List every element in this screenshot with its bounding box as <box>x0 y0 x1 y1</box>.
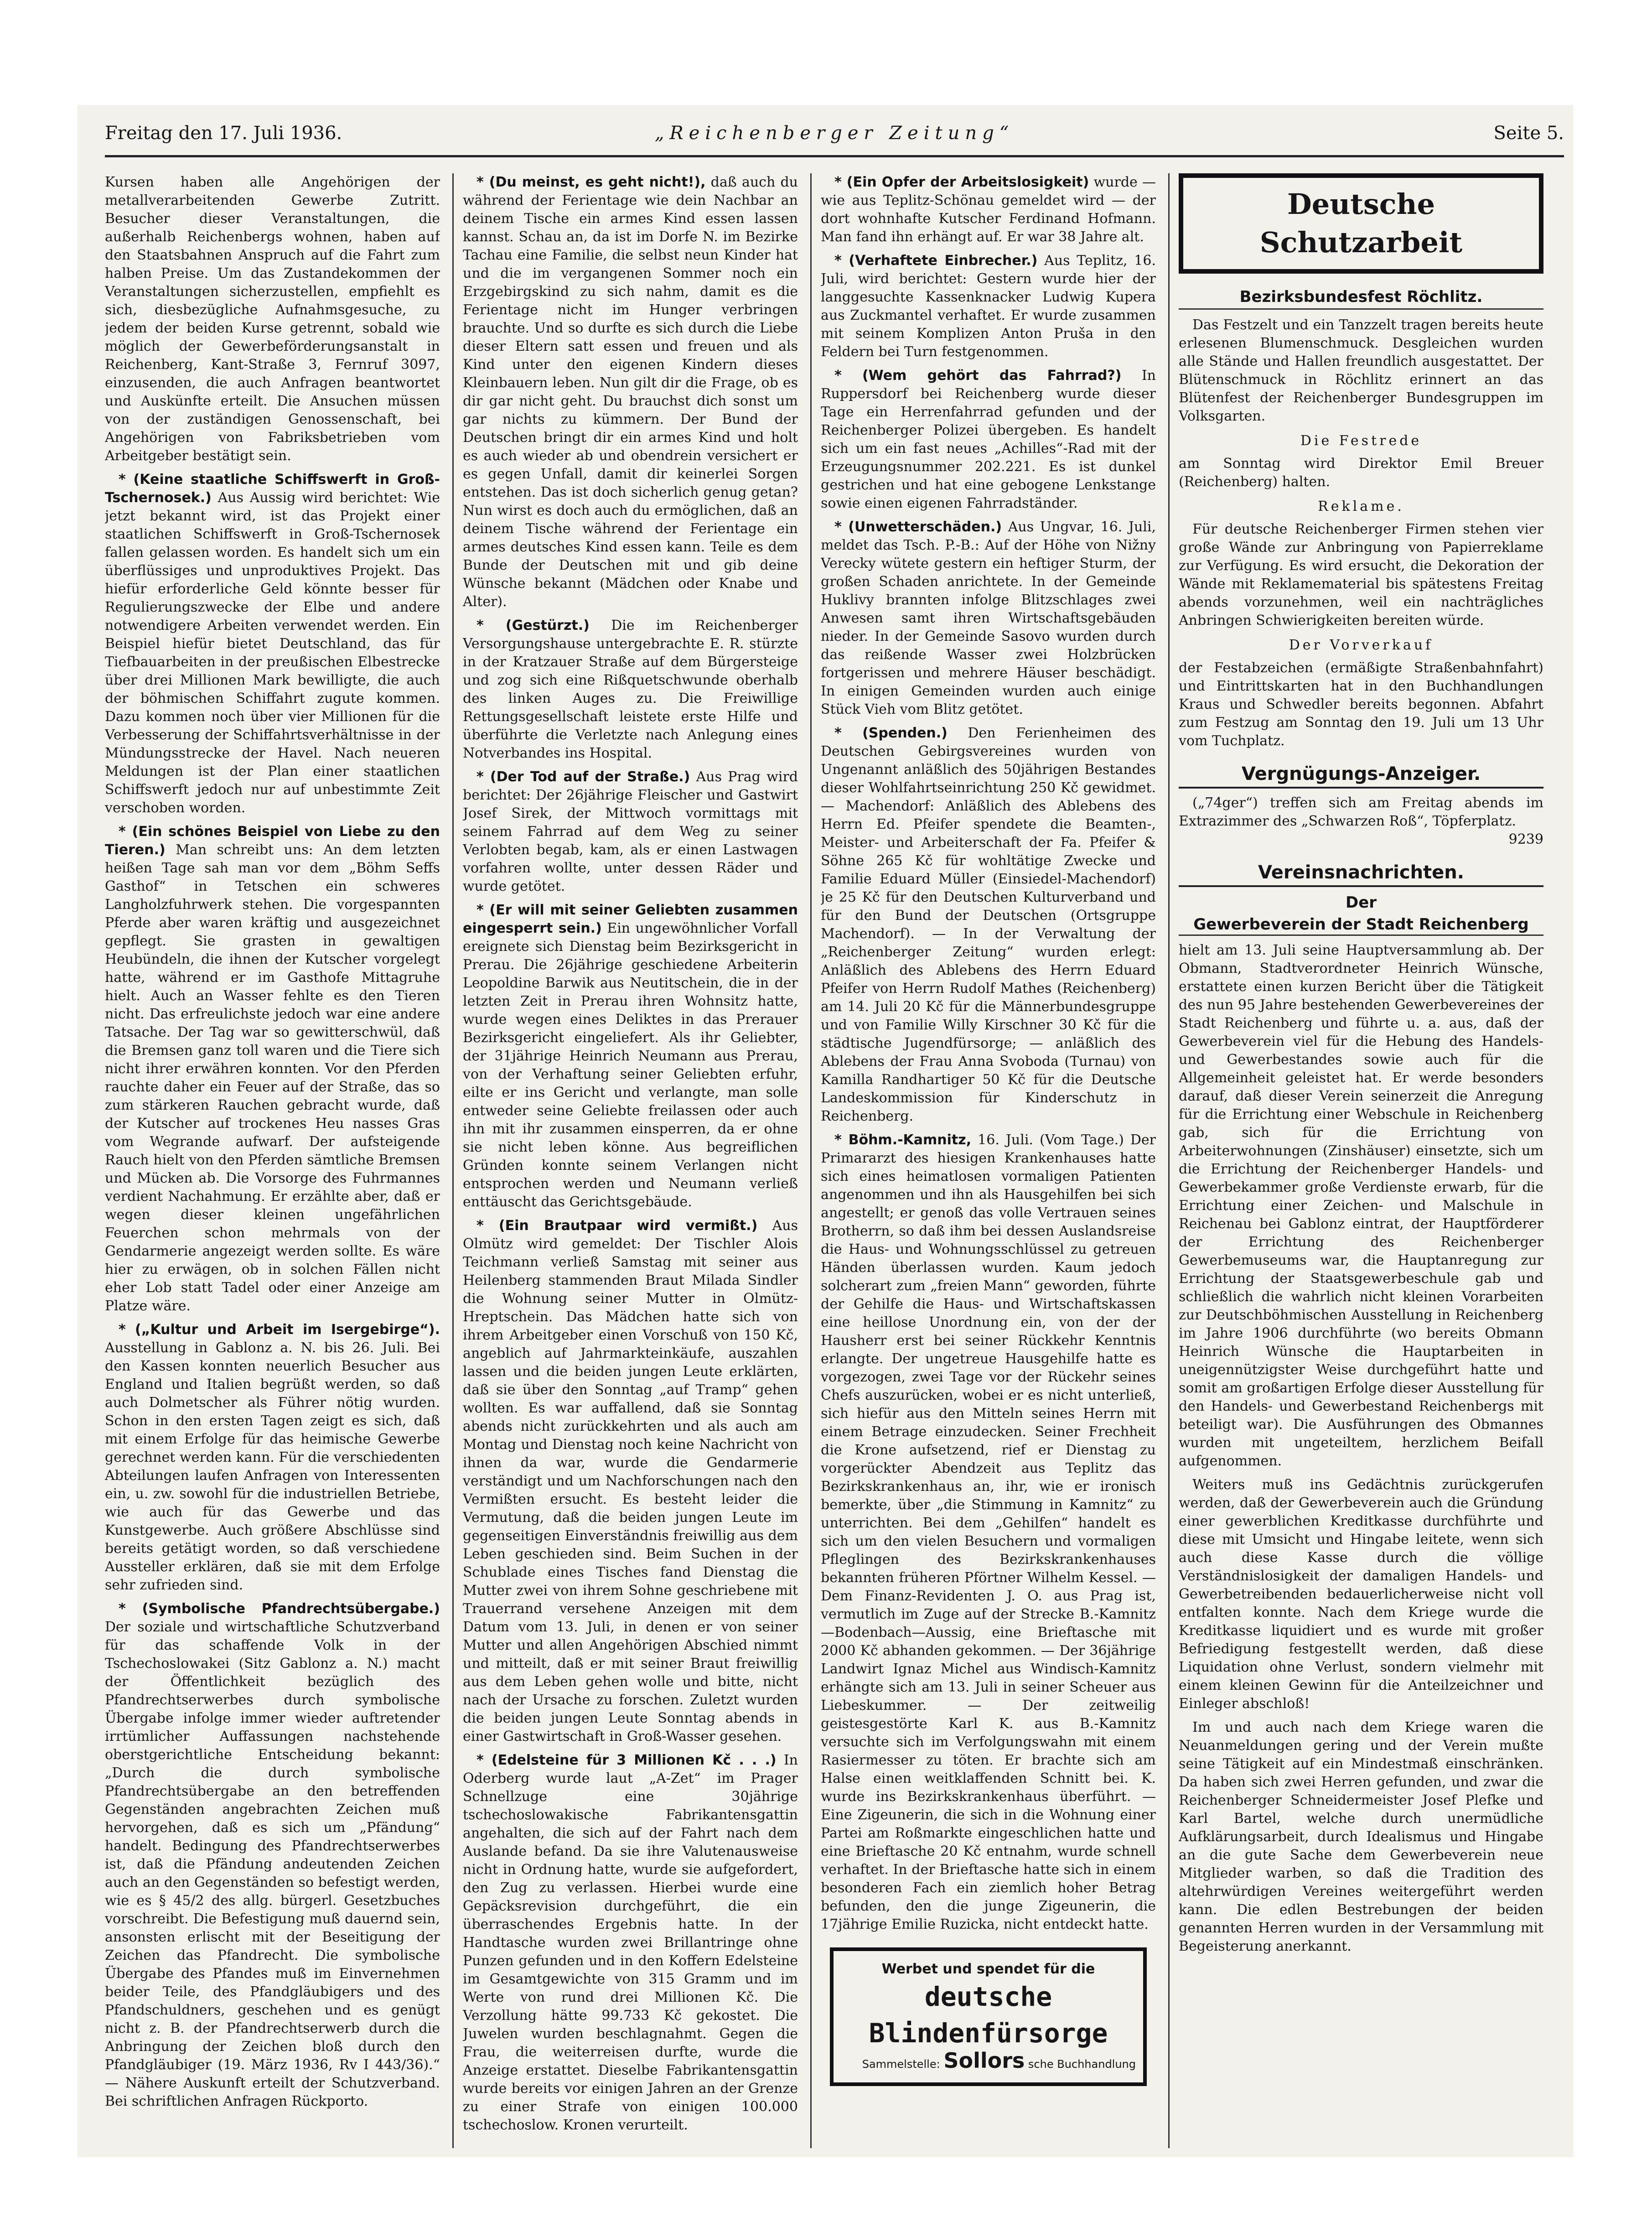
article <box>821 367 1156 513</box>
column-rule <box>452 173 454 2148</box>
article-text: Aus Teplitz, 16. Juli, wird berichtet: Gestern wurde hier der langgesuchte Kassenknacker Ludwig Kupera aus Zuckmantel verhaftet. Er wurde zusammen mit seinem Komplizen Anton Pruša in den Feldern bei Turn festgenommen. <box>821 253 1156 360</box>
column-4 <box>1179 173 1543 2148</box>
article-headline: * („Kultur und Arbeit im Isergebirge“). <box>119 1322 440 1338</box>
page-header <box>105 114 1564 157</box>
article <box>463 617 798 763</box>
article-text: der Festabzeichen (ermäßigte Straßenbahnfahrt) und Eintrittskarten hat in den Buchhandlungen Kraus und Schwedler bereits begonnen. Abfahrt zum Festzug am Sonntag den 19. Juli um 13 Uhr vom Tuchplatz. <box>1179 660 1543 749</box>
article <box>821 252 1156 361</box>
ad-number: 9239 <box>1508 831 1543 847</box>
header-date: Freitag den 17. Juli 1936. <box>105 123 342 144</box>
section-heading-vereinsnachrichten: Vereinsnachrichten. <box>1179 860 1543 887</box>
article-text: In Oderberg wurde laut „A-Zet“ im Prager Schnellzuge eine 30jährige tschechoslowakische Fabrikantensgattin angehalten, die sich auf der Fahrt nach dem Auslande befand. Da sie ihre Valutenausweise nicht in Ordnung hatte, wurde sie aufgefordert, den Zug zu verlassen. Hierbei wurde eine Gepäcksrevision durchgeführt, die ein überraschendes Ergebnis hatte. In der Handtasche wurden zwei Brillantringe ohne Punzen gefunden und in den Koffern Edelsteine im Gesamtgewichte von 315 Gramm und im Werte von rund drei Millionen Kč. Die Verzollung hätte 99.733 Kč gekostet. Die Juwelen wurden beschlagnahmt. Gegen die Frau, die weiterreisen durfte, wurde die Anzeige erstattet. Dieselbe Fabrikantensgattin wurde bereits vor einigen Jahren an der Grenze zu einer Strafe von einigen 100.000 tschechoslow. Kronen verurteilt. <box>463 1752 798 2133</box>
article-title: Gewerbeverein der Stadt Reichenberg <box>1179 914 1543 936</box>
advertisement-blindenfuersorge <box>830 1947 1147 2086</box>
article <box>463 768 798 896</box>
ad-label: Sammelstelle: <box>862 2058 940 2071</box>
article-text: („74ger“) treffen sich am Freitag abends im Extrazimmer des „Schwarzen Roß“, Töpferplatz. <box>1179 795 1543 829</box>
article-headline: * Böhm.-Kamnitz, <box>834 1132 972 1148</box>
newspaper-page <box>78 105 1573 2157</box>
ad-headline: deutsche Blindenfürsorge <box>869 1981 1108 2049</box>
article-headline: * (Du meinst, es geht nicht!), <box>476 174 706 190</box>
article <box>105 1321 440 1594</box>
column-1 <box>105 173 440 2148</box>
column-rule <box>1168 173 1170 2148</box>
article <box>105 823 440 1315</box>
article-headline: * (Spenden.) <box>834 725 948 741</box>
article-headline: * (Keine staatliche Schiffswerft in Groß-Tschernosek.) <box>105 472 440 506</box>
header-page-number: Seite 5. <box>1493 123 1564 144</box>
article-headline: * (Edelsteine für 3 Millionen Kč . . .) <box>476 1752 777 1768</box>
article-headline: * (Ein Brautpaar wird vermißt.) <box>476 1218 758 1234</box>
article-title-prefix: Der <box>1345 893 1377 912</box>
article-text: Ausstellung in Gablonz a. N. bis 26. Juli. Bei den Kassen konnten neuerlich Besucher aus England und Italien begrüßt werden, so daß auch Dolmetscher als Führer nötig wurden. Schon in den ersten Tagen zeigt es sich, daß mit einem Erfolge für das heimische Gewerbe gerechnet werden kann. Für die verschiedenten Abteilungen laufen Anfragen von Interessenten ein, u. zw. sowohl für die industriellen Betriebe, wie auch für das Gewerbe und das Kunstgewerbe. Auch größere Abschlüsse sind bereits getätigt worden, so daß verschiedene Aussteller erklären, daß sie mit dem Erfolge sehr zufrieden sind. <box>105 1340 440 1593</box>
article <box>821 518 1156 719</box>
article-text: Kursen haben alle Angehörigen der metallverarbeitenden Gewerbe Zutritt. Besucher dieser Veranstaltungen, die außerhalb Reichenbergs wohnen, haben auf den Staatsbahnen Anspruch auf die Fahrt zum halben Preise. Um das Zustandekommen der Veranstaltungen sicherzustellen, empfiehlt es sich, diesbezügliche Aufnahmsgesuche, zu jedem der beiden Kurse getrennt, sobald wie möglich der Gewerbeförderungsanstalt in Reichenberg, Kant-Straße 3, Fernruf 3097, einzusenden, die auch Anfragen beantwortet und Auskünfte erteilt. Die Ansuchen müssen von der zuständigen Genossenschaft, bei Angehörigen von Fabriksbetrieben vom Arbeitgeber bestätigt sein. <box>105 174 440 464</box>
article-text: daß auch du während der Ferientage wie dein Nachbar an deinem Tische ein armes Kind essen lassen kannst. Schau an, da ist im Dorfe N. im Bezirke Tachau eine Familie, die selbst neun Kinder hat und die im vergangenen Sommer noch ein Erzgebirgskind zu sich nahm, damit es die Ferientage nicht im Hunger verbringen brauchte. Und so durfte es sich durch die Liebe dieser Eltern satt essen und freuen und als Kind unter den eigenen Kindern dieses Kleinbauern leben. Nun gilt dir die Frage, ob es dir gar nicht geht. Du brauchst dich sonst um gar nichts zu kümmern. Der Bund der Deutschen bringt dir ein armes Kind und holt es auch wieder ab und obendrein versichert er es gegen Unfall, damit dir keinerlei Sorgen entstehen. Das ist doch sicherlich genug getan? Nun wirst es doch auch du ermöglichen, daß an deinem Tische während der Ferientage ein armes deutsches Kind essen kann. Teile es dem Bunde der Deutschen mit und gib deine Wünsche bekannt (Mädchen oder Knabe und Alter). <box>463 174 798 610</box>
article-headline: * (Unwetterschäden.) <box>834 519 1002 535</box>
article <box>463 901 798 1211</box>
article-text: Im und auch nach dem Kriege waren die Neuanmeldungen gering und der Verein mußte seine Tätigkeit auf ein Mindestmaß einschränken. Da haben sich zwei Herren gefunden, und zwar die Reichenberger Schneidermeister Josef Plefke und Karl Bartel, welche durch unermüdliche Aufklärungsarbeit, durch Idealismus und Hingabe an die gute Sache dem Gewerbeverein neue Mitglieder warben, so daß die Tradition des altehrwürdigen Vereines weitergeführt werden kann. Die edlen Bestrebungen der beiden genannten Herren wurden in der Versammlung mit Begeisterung anerkannt. <box>1179 1719 1543 1954</box>
article-headline: * (Ein schönes Beispiel von Liebe zu den Tieren.) <box>105 824 440 858</box>
ad-line: Werbet und spendet für die <box>881 1961 1095 1977</box>
article <box>821 1131 1156 1934</box>
article-headline: * (Verhaftete Einbrecher.) <box>834 253 1038 269</box>
ad-shop-suffix: sche Buchhandlung <box>1028 2058 1136 2071</box>
subheading-small: Die Festrede <box>1300 433 1422 449</box>
header-paper-name: „Reichenberger Zeitung“ <box>654 123 1015 144</box>
article <box>463 173 798 611</box>
article-text: Aus Olmütz wird gemeldet: Der Tischler Alois Teichmann verließ Samstag mit seiner aus Heilenberg stammenden Braut Milada Sindler die Wohnung seiner Mutter in Olmütz-Hreptschein. Das Mädchen hatte sich von ihrem Arbeitgeber einen Vorschuß von 150 Kč, angeblich auf Jahrmarkteinkäufe, auszahlen lassen und die beiden jungen Leute erklärten, daß sie über den Sonntag „auf Tramp“ gehen wollten. Es war auffallend, daß sie Sonntag abends nicht zurückkehrten und als auch am Montag und Dienstag noch keine Nachricht von ihnen da war, wurde die Gendarmerie verständigt und um Nachforschungen nach den Vermißten ersucht. Es besteht leider die Vermutung, daß die beiden jungen Leute im gegenseitigen Einverständnis freiwillig aus dem Leben geschieden sind. Beim Suchen in der Schublade eines Tisches fand Dienstag die Mutter zwei von ihrem Sohne geschriebene mit Trauerrand versehene Anzeigen mit dem Datum vom 13. Juli, in denen er von seiner Mutter und allen Angehörigen Abschied nimmt und mitteilt, daß er mit seiner Braut freiwillig aus dem Leben gehen wolle und bitte, nicht nach der Ursache zu forschen. Zuletzt wurden die beiden jungen Leute Sonntag abends in einer Gastwirtschaft in Groß-Wasser gesehen. <box>463 1218 798 1744</box>
article-text: hielt am 13. Juli seine Hauptversammlung ab. Der Obmann, Stadtverordneter Heinrich Wünsche, erstattete einen kurzen Bericht über die Tätigkeit des nun 95 Jahre bestehenden Gewerbevereines der Stadt Reichenberg und führte u. a. aus, daß der Gewerbeverein viel für die Hebung des Handels- und Gewerbestandes sowie auch für die Allgemeinheit geleistet hat. Er werde besonders darauf, daß dieser Verein seinerzeit die Anregung für die Errichtung einer Webschule in Reichenberg gab, sich für die Errichtung von Arbeiterwohnungen (Zinshäuser) einsetzte, sich um die Errichtung der Reichenberger Handels- und Gewerbekammer große Verdienste erwarb, für die Errichtung einer Zeichen- und Malschule in Reichenau bei Gablonz eintrat, der Hauptförderer der Errichtung des Reichenberger Gewerbemuseums war, die Hauptanregung zur Errichtung der Staatsgewerbeschule gab und schließlich die wahrlich nicht kleinen Vorarbeiten zur Deutschböhmischen Ausstellung in Reichenberg im Jahre 1906 durchführte (wo bereits Obmann Heinrich Wünsche die Hauptarbeiten in uneigennützigster Weise durchgeführt hatte und somit am großartigen Erfolge dieser Ausstellung für den Handels- und Gewerbestand Reichenbergs mit beteiligt war). Die Ausführungen des Obmannes wurden mit ungeteiltem, herzlichem Beifall aufgenommen. <box>1179 942 1543 1469</box>
article-headline: * (Ein Opfer der Arbeitslosigkeit) <box>834 174 1089 190</box>
article-headline: * (Symbolische Pfandrechtsübergabe.) <box>119 1601 440 1617</box>
article-text: Aus Ungvar, 16. Juli, meldet das Tsch. P.-B.: Auf der Höhe von Nižny Verecky wütete gestern ein heftiger Sturm, der großen Schaden anrichtete. In der Gemeinde Huklivy brannten infolge Blitzschlages zwei Anwesen samt ihren Wirtschaftsgebäuden nieder. In der Gemeinde Sasovo wurden durch das reißende Wasser zwei Holzbrücken fortgerissen und mehrere Häuser beschädigt. In einigen Gemeinden wurden auch einige Stück Vieh vom Blitz getötet. <box>821 519 1156 717</box>
article-text: Den Ferienheimen des Deutschen Gebirgsvereines wurden von Ungenannt anläßlich des 50jährigen Bestandes dieser Wohlfahrtseinrichtung 250 Kč gewidmet. — Machendorf: Anläßlich des Ablebens des Herrn Ed. Pfeifer spendete die Beamten-, Meister- und Arbeiterschaft der Fa. Pfeifer & Söhne 265 Kč für wohltätige Zwecke und Familie Eduard Müller (Einsiedel-Machendorf) je 25 Kč für den Deutschen Kulturverband und für den Bund der Deutschen (Ortsgruppe Machendorf). — In der Verwaltung der „Reichenberger Zeitung“ wurden erlegt: Anläßlich des Ablebens des Herrn Eduard Pfeifer von Herrn Rudolf Mathes (Reichenberg) am 14. Juli 20 Kč für die Männerbundesgruppe und von Familie Willy Kirschner 30 Kč für die städtische Jugendfürsorge; — anläßlich des Ablebens der Frau Anna Svoboda (Turnau) von Kamilla Randhartiger 50 Kč für die Deutsche Landeskommission für Kinderschutz in Reichenberg. <box>821 725 1156 1124</box>
subheading-small: Der Vorverkauf <box>1289 637 1434 653</box>
article-text: Für deutsche Reichenberger Firmen stehen vier große Wände zur Anbringung von Papierreklame zur Verfügung. Es wird ersucht, die Dekoration der Wände mit Reklamematerial bis spätestens Freitag abends vorzunehmen, weil ein nachträgliches Anbringen Schwierigkeiten bereiten würde. <box>1179 521 1543 628</box>
article-text: 16. Juli. (Vom Tage.) Der Primararzt des hiesigen Krankenhauses hatte sich eines heimatlosen vormaligen Patienten angenommen und ihn als Hausgehilfen bei sich angestellt; er genoß das volle Vertrauen seines Brotherrn, so daß ihm bei dessen Auslandsreise die Haus- und Wohnungsschlüssel zu getreuen Händen überlassen wurden. Kaum jedoch solcherart zum „freien Mann“ geworden, führte der Gehilfe die Haus- und Wirtschaftskassen eine heillose Unordnung ein, von der der Hausherr erst bei seiner Rückkehr Kenntnis erlangte. Der ungetreue Hausgehilfe hatte es vorgezogen, zwei Tage vor der Rückehr seines Chefs auszurücken, wobei er es nicht unterließ, sich hiefür aus den Mitteln seines Herrn mit einem Betrage einzudecken. Seiner Frechheit die Krone aufsetzend, rief er Dienstag zu vorgerückter Abendzeit aus Teplitz das Bezirkskrankenhaus an, ihr, wie er ironisch bemerkte, über „die Stimmung in Kamnitz“ zu unterrichten. Bei dem „Gehilfen“ handelt es sich um den vielen Besuchern und vormaligen Pfleglingen des Bezirkskrankenhauses bekannten früheren Pförtner Wilhelm Kessel. — Dem Finanz-Revidenten J. O. aus Prag ist, vermutlich im Zuge auf der Strecke B.-Kamnitz —Bodenbach—Aussig, eine Brieftasche mit 2000 Kč abhanden gekommen. — Der 36jährige Landwirt Ignaz Michel aus Windisch-Kamnitz erhängte sich am 13. Juli in seiner Scheuer aus Liebeskummer. — Der zeitweilig geistesgestörte Karl K. aus B.-Kamnitz versuchte sich im Verfolgungswahn mit einem Rasiermesser zu töten. Er brachte sich am Halse einen weitklaffenden Schnitt bei. K. wurde ins Bezirkskrankenhaus überführt. — Eine Zigeunerin, die sich in die Wohnung einer Partei am Roßmarkte eingeschlichen hatte und eine Brieftasche 20 Kč entnahm, wurde schnell verhaftet. In der Brieftasche hatte sich in einem besonderen Fach ein ziemlich hoher Betrag befunden, den die junge Zigeunerin, die 17jährige Emilie Ruzicka, nicht entdeckt hatte. <box>821 1132 1156 1932</box>
subheading: Bezirksbundesfest Röchlitz. <box>1179 286 1543 310</box>
article <box>463 1751 798 2134</box>
section-heading-vergnuegungen: Vergnügungs-Anzeiger. <box>1179 761 1543 789</box>
ad-collection-point <box>841 2048 1136 2073</box>
column-rule <box>810 173 812 2148</box>
article-text: Aus Aussig wird berichtet: Wie jetzt bekannt wird, ist das Projekt einer staatlichen Schiffswerft in Groß-Tschernosek fallen gelassen worden. Es handelt sich um ein überflüssiges und unproduktives Projekt. Das hiefür erforderliche Geld könnte besser für Regulierungszwecke der Elbe und andere notwendigere Arbeiten verwendet werden. Ein Beispiel hiefür bietet Deutschland, das für Tiefbauarbeiten in der preußischen Elbestrecke über drei Millionen Mark bewilligte, die auch der böhmischen Schiffahrt zugute kommen. Dazu kommen noch über vier Millionen für die Verbesserung der Schiffahrtsverhältnisse in der Mündungsstrecke der Havel. Nach neueren Meldungen ist der Plan einer staatlichen Schiffswerft jedoch nur auf unbestimmte Zeit verschoben worden. <box>105 490 440 816</box>
column-2 <box>463 173 798 2148</box>
article-text: Der soziale und wirtschaftliche Schutzverband für das schaffende Volk in der Tschechoslowakei (Sitz Gablonz a. N.) macht der Öffentlichkeit bezüglich des Pfandrechtserwerbes durch symbolische Übergabe infolge immer wieder auftretender irrtümlicher Auffassungen nachstehende oberstgerichtliche Entscheidung bekannt: „Durch die durch symbolische Pfandrechtsübergabe an den betreffenden Gegenständen angebrachten Zeichen muß hervorgehen, daß es sich um „Pfändung“ handelt. Bedingung des Pfandrechtserwerbes ist, daß die Pfändung andeutenden Zeichen auch an den Gegenständen so befestigt werden, wie es § 45/2 des allg. bürgerl. Gesetzbuches vorschreibt. Die Befestigung muß dauernd sein, ansonsten erlischt mit der Beseitigung der Zeichen das Pfandrecht. Die symbolische Übergabe des Pfandes muß im Einvernehmen beider Teile, des Pfandgläubigers und des Pfandschuldners, geschehen und es genügt nicht z. B. der Pfandrechtserwerb durch die Anbringung der Zeichen bloß durch den Pfandgläubiger (19. März 1936, Rv I 443/36).“ — Nähere Auskunft erteilt der Schutzverband. Bei schriftlichen Anfragen Rückporto. <box>105 1619 440 2109</box>
article <box>105 1600 440 2111</box>
article-text: Die im Reichenberger Versorgungshause untergebrachte E. R. stürzte in der Kratzauer Straße auf dem Bürgersteige und zog sich eine Rißquetschwunde oberhalb des linken Auges zu. Die Freiwillige Rettungsgesellschaft leistete erste Hilfe und überführte die Verletzte nach Anlegung eines Notverbandes ins Hospital. <box>463 618 798 761</box>
article-headline: * (Wem gehört das Fahrrad?) <box>834 368 1122 384</box>
article-text: Weiters muß ins Gedächtnis zurückgerufen werden, daß der Gewerbeverein auch die Gründung einer gewerblichen Kreditkasse durchführte und diese mit Umsicht und Hingabe leitete, wenn sich auch diese Kasse durch die völlige Verständnislosigkeit der damaligen Handels- und Gewerbetreibenden bedauerlicherweise nicht voll entfalten konnte. Nach dem Kriege wurde die Kreditkasse liquidiert und es wurde mit großer Befriedigung festgestellt werden, daß diese Liquidation ohne Verlust, sondern vielmehr mit einem kleinen Gewinn für die Anteilzeichner und Einleger abschloß! <box>1179 1477 1543 1712</box>
article <box>821 173 1156 246</box>
article <box>821 724 1156 1126</box>
article-text: am Sonntag wird Direktor Emil Breuer (Reichenberg) halten. <box>1179 456 1543 490</box>
column-3 <box>821 173 1156 2148</box>
article-text: Ein ungewöhnlicher Vorfall ereignete sich Dienstag beim Bezirksgericht in Prerau. Die 26jährige geschiedene Arbeiterin Leopoldine Barwik aus Neutitschein, die in der letzten Zeit in Prerau ihren Wohnsitz hatte, wurde wegen eines Deliktes in das Prerauer Bezirksgericht eingeliefert. Als ihr Geliebter, der 31jährige Heinrich Neumann aus Prerau, von der Verhaftung seiner Geliebten erfuhr, eilte er ins Gericht und verlangte, man solle entweder seine Geliebte freilassen oder auch ihn mit ihr zusammen einsperren, da er ohne sie nicht leben könne. Aus begreiflichen Gründen konnte seinem Verlangen nicht entsprochen werden und Neumann verließ enttäuscht das Gerichtsgebäude. <box>463 920 798 1210</box>
article-text: In Ruppersdorf bei Reichenberg wurde dieser Tage ein Herrenfahrrad gefunden und der Reichenberger Polizei übergeben. Es handelt sich um ein fast neues „Achilles“-Rad mit der Erzeugungsnummer 202.221. Es ist dunkel gestrichen und hat eine gebogene Lenkstange sowie einen eigenen Fahrradständer. <box>821 368 1156 511</box>
article <box>105 471 440 817</box>
article-headline: * (Der Tod auf der Straße.) <box>476 769 690 785</box>
article-headline: * (Er will mit seiner Geliebten zusammen eingesperrt sein.) <box>463 902 798 936</box>
section-title-schutzarbeit: Deutsche Schutzarbeit <box>1179 173 1543 274</box>
article-text: Man schreibt uns: An dem letzten heißen Tage sah man vor dem „Böhm Seffs Gasthof“ in Tetschen ein schweres Langholzfuhrwerk stehen. Die vorgespannten Pferde aber waren kräftig und ausgezeichnet gepflegt. Sie grasten in gewaltigen Heubündeln, die ihnen der Kutscher vorgelegt hatte, während er im Gasthofe Mittagruhe hielt. Auch an Wasser fehlte es den Tieren nicht. Das erfreulichste jedoch war eine andere Tatsache. Der Tag war so gewitterschwül, daß die Bremsen ganz toll waren und die Tiere sich nicht ihrer erwähren konnten. Vor den Pferden rauchte daher ein Feuer auf der Straße, das so zum stärkeren Rauchen gebracht wurde, daß der Kutscher auf trockenes Heu nasses Gras vom Wegrande aufwarf. Der aufsteigende Rauch hielt von den Pferden sämtliche Bremsen und Mücken ab. Die Vorsorge des Fuhrmannes verdient Nachahmung. Er erzählte aber, daß er wegen dieser kleinen ungefährlichen Feuerchen schon mehrmals von der Gendarmerie angezeigt werden sollte. Es wäre hier zu erwägen, ob in solchen Fällen nicht eher Lob statt Tadel oder einer Anzeige am Platze wäre. <box>105 842 440 1314</box>
article-text: wurde — wie aus Teplitz-Schönau gemeldet wird — der dort wohnhafte Kutscher Ferdinand Hofmann. Man fand ihn erhängt auf. Er war 38 Jahre alt. <box>821 174 1156 245</box>
article <box>463 1217 798 1746</box>
article-headline: * (Gestürzt.) <box>476 618 590 633</box>
subheading-small: Reklame. <box>1318 498 1404 514</box>
ad-shop-name: Sollors <box>943 2048 1025 2073</box>
article-text: Das Festzelt und ein Tanzzelt tragen bereits heute erlesenen Blumenschmuck. Desgleichen wurden alle Stände und Hallen freundlich ausgestattet. Der Blütenschmuck in Röchlitz erinnert an das Blütenfest der Reichenberger Bundesgruppen im Volksgarten. <box>1179 317 1543 424</box>
article-text: Aus Prag wird berichtet: Der 26jährige Fleischer und Gastwirt Josef Sirek, der Mittwoch vormittags mit seinem Fahrrad auf dem Weg zu seiner Verlobten begab, kam, als er einen Lastwagen vorfahren wollte, unter dessen Räder und wurde getötet. <box>463 769 798 894</box>
